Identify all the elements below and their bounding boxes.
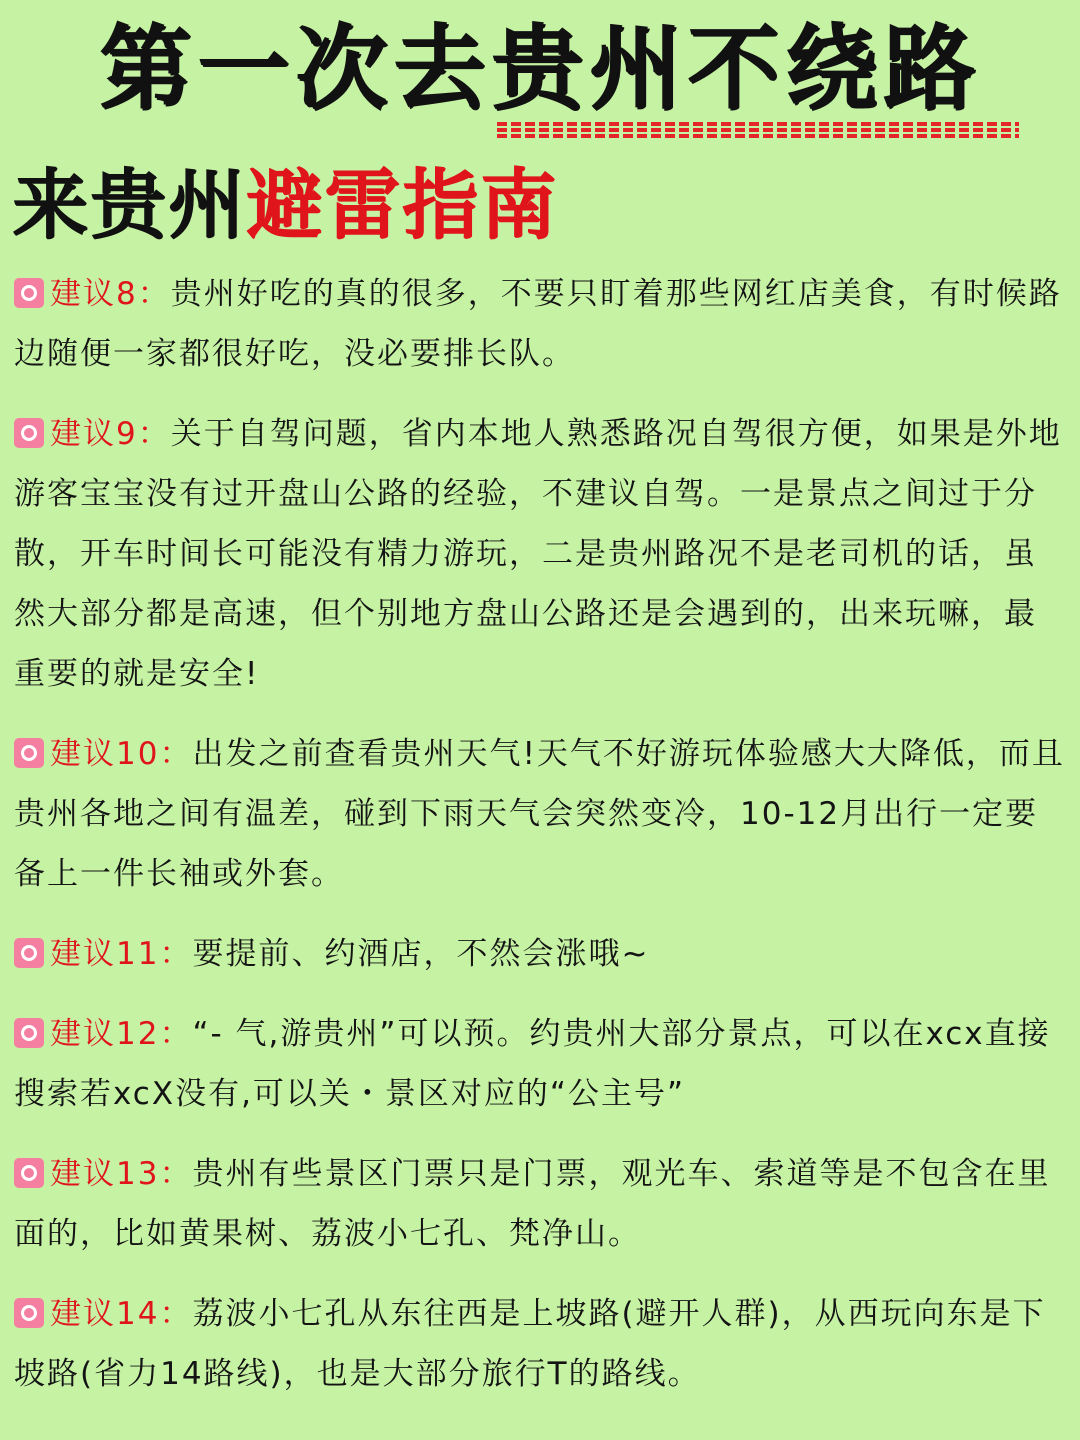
tip-text: 荔波小七孔从东往西是上坡路(避开人群)，从西玩向东是下坡路(省力14路线)，也是大部分旅行T的路线。 (14, 1296, 1046, 1392)
tip-label: 建议12： (50, 1016, 193, 1052)
record-button-icon (14, 1298, 44, 1328)
tip-text: “- 气,游贵州”可以预。约贵州大部分景点，可以在xcx直接搜索若xcX没有,可以关・景区对应的“公主号” (14, 1016, 1051, 1112)
page-title: 第一次去贵州不绕路 (98, 15, 981, 122)
tip-label: 建议8： (50, 276, 171, 312)
tip-label: 建议10： (50, 736, 193, 772)
tip-text: 出发之前查看贵州天气!天气不好游玩体验感大大降低，而且贵州各地之间有温差，碰到下雨天气会突然变冷，10-12月出行一定要备上一件长袖或外套。 (14, 736, 1065, 892)
record-button-icon (14, 738, 44, 768)
tip-item (14, 404, 1066, 704)
tip-item (14, 264, 1066, 384)
tip-label: 建议11： (50, 936, 193, 972)
record-button-icon (14, 418, 44, 448)
tips-list (14, 264, 1066, 1424)
tip-item (14, 1284, 1066, 1404)
tip-item (14, 1004, 1066, 1124)
tip-item (14, 1144, 1066, 1264)
record-button-icon (14, 1018, 44, 1048)
tip-item (14, 724, 1066, 904)
tip-text: 关于自驾问题，省内本地人熟悉路况自驾很方便，如果是外地游客宝宝没有过开盘山公路的经验，不建议自驾。一是景点之间过于分散，开车时间长可能没有精力游玩，二是贵州路况不是老司机的话，虽然大部分都是高速，但个别地方盘山公路还是会遇到的，出来玩嘛，最重要的就是安全! (14, 416, 1062, 692)
record-button-icon (14, 1158, 44, 1188)
title-underline-decoration (497, 122, 1019, 138)
tip-text: 贵州有些景区门票只是门票，观光车、索道等是不包含在里面的，比如黄果树、荔波小七孔、梵净山。 (14, 1156, 1051, 1252)
record-button-icon (14, 278, 44, 308)
tip-text: 贵州好吃的真的很多，不要只盯着那些网红店美食，有时候路边随便一家都很好吃，没必要排长队。 (14, 276, 1062, 372)
tip-label: 建议14： (50, 1296, 193, 1332)
tip-item (14, 924, 1066, 984)
tip-text: 要提前、约酒店，不然会涨哦~ (192, 936, 650, 972)
page-subtitle (12, 160, 558, 250)
record-button-icon (14, 938, 44, 968)
subtitle-red-text: 避雷指南 (246, 160, 558, 249)
subtitle-black-text: 来贵州 (12, 160, 246, 249)
tip-label: 建议13： (50, 1156, 193, 1192)
tip-label: 建议9： (50, 416, 171, 452)
